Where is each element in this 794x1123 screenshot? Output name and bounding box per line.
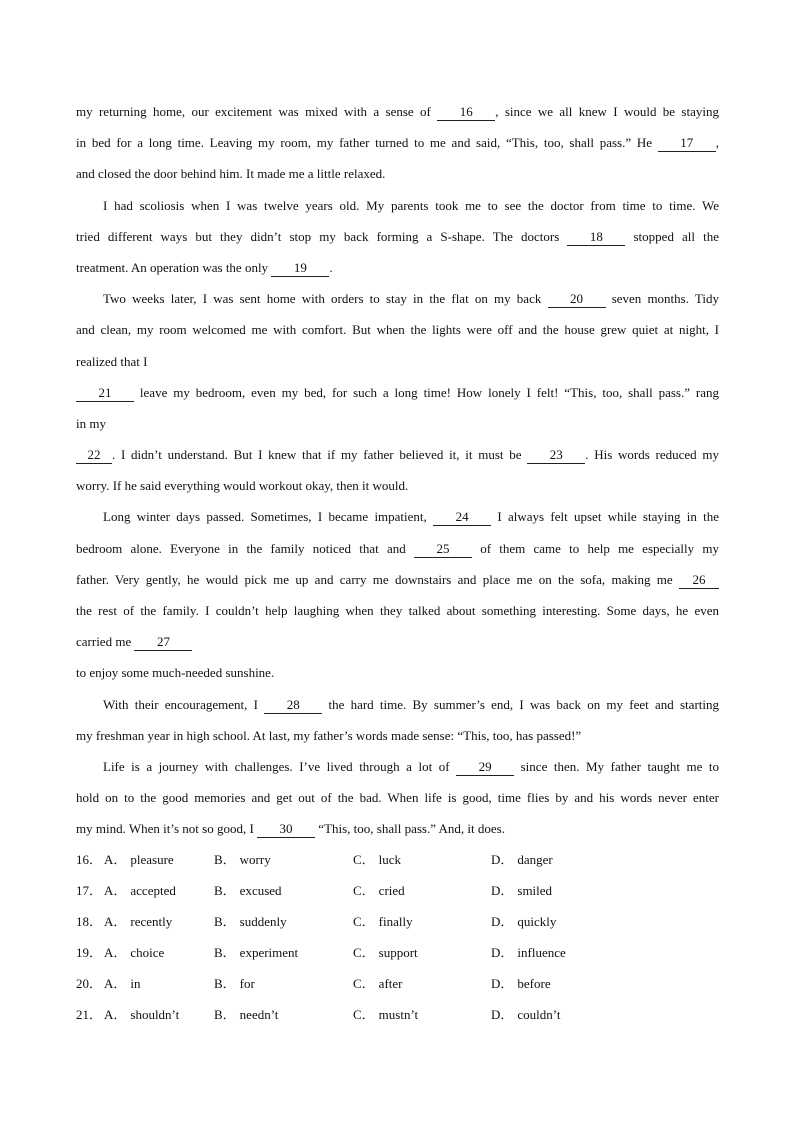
option-letter: D． — [491, 852, 514, 867]
option-letter: C． — [353, 883, 375, 898]
passage-line — [76, 163, 719, 194]
text: “This, too, shall pass.” And, it does. — [318, 821, 505, 837]
option-letter: C． — [353, 945, 375, 960]
blank-25: 25 — [414, 540, 472, 558]
option-letter: D． — [491, 883, 514, 898]
option-c[interactable] — [353, 973, 402, 995]
text: , since we all knew I would be staying — [495, 104, 719, 119]
option-letter: B． — [214, 976, 236, 991]
option-d[interactable] — [491, 849, 553, 871]
option-text: worry — [239, 852, 271, 867]
passage-line — [76, 319, 719, 350]
option-text: cried — [378, 883, 405, 898]
passage-line — [76, 506, 719, 537]
text: With their encouragement, I — [103, 696, 258, 712]
option-text: finally — [378, 914, 413, 929]
option-letter: D． — [491, 1007, 514, 1022]
text: since then. My father taught me to — [520, 758, 719, 774]
option-text: mustn’t — [378, 1007, 419, 1022]
option-text: pleasure — [130, 852, 174, 867]
option-letter: A． — [104, 883, 127, 898]
option-row-21 — [76, 1004, 719, 1035]
blank-18: 18 — [567, 228, 625, 246]
question-number: 18． — [76, 914, 103, 929]
question-number: 17． — [76, 883, 103, 898]
option-text: needn’t — [239, 1007, 279, 1022]
option-text: after — [378, 976, 403, 991]
option-row-17 — [76, 880, 719, 911]
option-letter: C． — [353, 1007, 375, 1022]
passage-line — [76, 631, 719, 662]
option-c[interactable] — [353, 942, 418, 964]
option-row-16 — [76, 849, 719, 880]
option-text: for — [239, 976, 255, 991]
text: and clean, my room welcomed me with comfort. But when the lights were off and the house grew quiet at night, I — [76, 322, 719, 338]
option-b[interactable] — [214, 1004, 278, 1026]
option-letter: D． — [491, 945, 514, 960]
blank-21: 21 — [76, 384, 134, 402]
text: . — [329, 259, 333, 275]
blank-29: 29 — [456, 758, 514, 776]
blank-30: 30 — [257, 820, 315, 838]
option-text: in — [130, 976, 141, 991]
option-letter: D． — [491, 976, 514, 991]
option-text: excused — [239, 883, 282, 898]
question-number: 21． — [76, 1007, 103, 1022]
option-text: shouldn’t — [130, 1007, 180, 1022]
option-text: quickly — [517, 914, 557, 929]
option-c[interactable] — [353, 911, 413, 933]
passage-line — [76, 600, 719, 631]
passage-line — [76, 538, 719, 569]
option-d[interactable] — [491, 1004, 560, 1026]
option-b[interactable] — [214, 911, 287, 933]
blank-24: 24 — [433, 508, 491, 526]
option-letter: B． — [214, 1007, 236, 1022]
text: carried me — [76, 634, 132, 650]
option-b[interactable] — [214, 849, 271, 871]
option-row-20 — [76, 973, 719, 1004]
passage-line — [76, 226, 719, 257]
passage-line — [76, 475, 719, 506]
text: the rest of the family. I couldn’t help laughing when they talked about something interesting. Some days, he even — [76, 603, 719, 618]
passage-line — [76, 382, 719, 413]
option-text: before — [517, 976, 551, 991]
text: . His words reduced my — [585, 447, 719, 463]
blank-28: 28 — [264, 696, 322, 714]
text: the hard time. By summer’s end, I was back on my feet and starting — [328, 696, 719, 712]
text: to enjoy some much-needed sunshine. — [76, 665, 275, 681]
passage-line — [76, 662, 719, 693]
question-number: 16． — [76, 852, 103, 867]
text: I always felt upset while staying in the — [497, 509, 719, 525]
option-row-18 — [76, 911, 719, 942]
option-a[interactable] — [104, 880, 176, 902]
blank-27: 27 — [134, 633, 192, 651]
option-text: accepted — [130, 883, 176, 898]
text: bedroom alone. Everyone in the family noticed that and — [76, 540, 406, 556]
option-d[interactable] — [491, 973, 551, 995]
option-d[interactable] — [491, 911, 556, 933]
blank-19: 19 — [271, 259, 329, 277]
text: Two weeks later, I was sent home with orders to stay in the flat on my back — [103, 291, 542, 307]
option-text: influence — [517, 945, 566, 960]
option-c[interactable] — [353, 1004, 418, 1026]
text: of them came to help me especially my — [480, 540, 719, 556]
option-letter: B． — [214, 945, 236, 960]
text: seven months. Tidy — [611, 291, 719, 307]
text: worry. If he said everything would workout okay, then it would. — [76, 478, 409, 494]
passage-line — [76, 288, 719, 319]
passage-line — [76, 195, 719, 226]
passage-line — [76, 132, 719, 163]
option-letter: B． — [214, 883, 236, 898]
option-text: support — [378, 945, 418, 960]
option-letter: D． — [491, 914, 514, 929]
text: tried different ways but they didn’t stop my back forming a S-shape. The doctors — [76, 228, 560, 244]
text: . I didn’t understand. But I knew that if my father believed it, it must be — [112, 447, 522, 463]
option-letter: A． — [104, 914, 127, 929]
text: Long winter days passed. Sometimes, I became impatient, — [103, 509, 427, 525]
blank-26: 26 — [679, 571, 719, 589]
option-letter: B． — [214, 914, 236, 929]
option-text: danger — [517, 852, 553, 867]
option-b[interactable] — [214, 880, 282, 902]
option-text: suddenly — [239, 914, 287, 929]
text: treatment. An operation was the only — [76, 259, 269, 275]
passage-line — [76, 413, 719, 444]
option-b[interactable] — [214, 942, 298, 964]
blank-20: 20 — [548, 290, 606, 308]
question-number: 20． — [76, 976, 103, 991]
option-d[interactable] — [491, 880, 552, 902]
text: realized that I — [76, 353, 148, 369]
option-c[interactable] — [353, 849, 401, 871]
text: leave my bedroom, even my bed, for such a long time! How lonely I felt! “This, too, shall pass.” rang — [139, 384, 719, 400]
text: in bed for a long time. Leaving my room, my father turned to me and said, “This, too, shall pass.” He — [76, 135, 653, 151]
passage-line — [76, 444, 719, 475]
text: my returning home, our excitement was mixed with a sense of — [76, 104, 431, 119]
passage — [76, 101, 719, 850]
option-text: couldn’t — [517, 1007, 561, 1022]
passage-line — [76, 351, 719, 382]
question-number: 19． — [76, 945, 103, 960]
option-text: smiled — [517, 883, 553, 898]
option-text: luck — [378, 852, 402, 867]
text: I had scoliosis when I was twelve years old. My parents took me to see the doctor from time to time. We — [103, 197, 719, 213]
passage-line — [76, 101, 719, 132]
option-a[interactable] — [104, 942, 164, 964]
text: , — [715, 135, 719, 151]
blank-17: 17 — [658, 134, 716, 152]
option-letter: A． — [104, 976, 127, 991]
text: Life is a journey with challenges. I’ve lived through a lot of — [103, 758, 450, 774]
option-letter: C． — [353, 914, 375, 929]
passage-line — [76, 569, 719, 600]
option-a[interactable] — [104, 973, 141, 995]
blank-16: 16 — [437, 103, 495, 121]
option-d[interactable] — [491, 942, 566, 964]
option-letter: B． — [214, 852, 236, 867]
text: stopped all the — [633, 228, 719, 244]
option-letter: A． — [104, 945, 127, 960]
answer-options — [76, 849, 719, 1035]
blank-22: 22 — [76, 446, 112, 464]
option-row-19 — [76, 942, 719, 973]
passage-line — [76, 818, 719, 849]
text: in my — [76, 415, 106, 431]
passage-line — [76, 756, 719, 787]
option-letter: A． — [104, 852, 127, 867]
passage-line — [76, 257, 719, 288]
option-letter: C． — [353, 976, 375, 991]
passage-line — [76, 694, 719, 725]
option-c[interactable] — [353, 880, 405, 902]
option-letter: C． — [353, 852, 375, 867]
blank-23: 23 — [527, 446, 585, 464]
text: my mind. When it’s not so good, I — [76, 821, 254, 837]
option-a[interactable] — [104, 849, 174, 871]
text: father. Very gently, he would pick me up and carry me downstairs and place me on the sofa, making me — [76, 571, 673, 587]
option-b[interactable] — [214, 973, 255, 995]
text: and closed the door behind him. It made me a little relaxed. — [76, 166, 386, 182]
passage-line — [76, 725, 719, 756]
text: my freshman year in high school. At last, my father’s words made sense: “This, too, has passed!” — [76, 727, 582, 743]
option-letter: A． — [104, 1007, 127, 1022]
option-text: experiment — [239, 945, 299, 960]
text: hold on to the good memories and get out of the bad. When life is good, time flies by and his words never enter — [76, 790, 719, 806]
passage-line — [76, 787, 719, 818]
option-text: choice — [130, 945, 165, 960]
option-a[interactable] — [104, 911, 172, 933]
option-a[interactable] — [104, 1004, 179, 1026]
option-text: recently — [130, 914, 173, 929]
